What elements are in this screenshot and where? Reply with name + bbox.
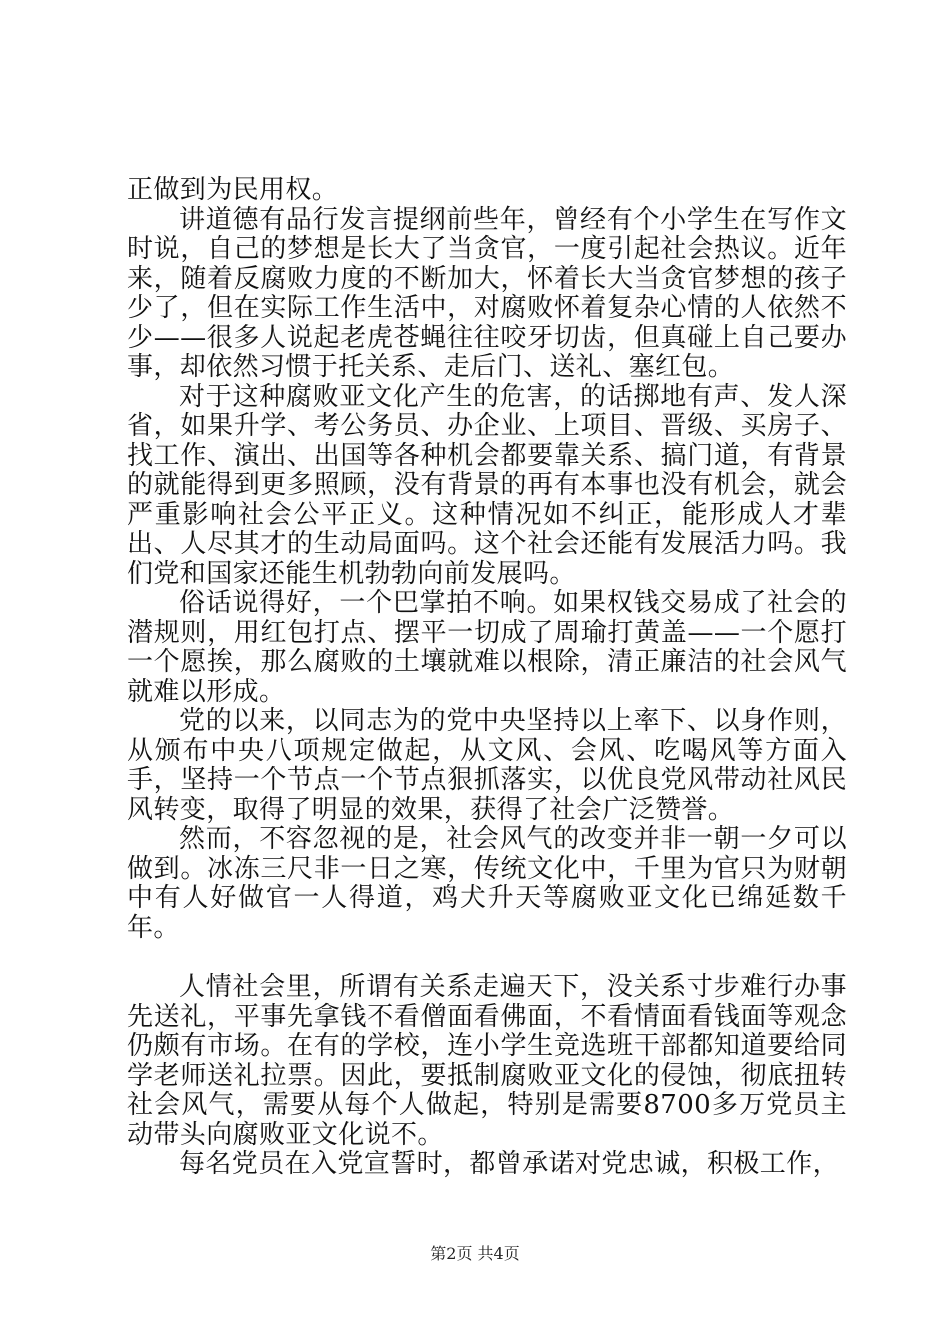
paragraph: 讲道德有品行发言提纲前些年，曾经有个小学生在写作文时说，自己的梦想是长大了当贪官，一度引起社会热议。近年来，随着反腐败力度的不断加大，怀着长大当贪官梦想的孩子少了，但在实际工作生活中，对腐败怀着复杂心情的人依然不少——很多人说起老虎苍蝇往往咬牙切齿，但真碰上自己要办事，却依然习惯于托关系、走后门、送礼、塞红包。	[127, 204, 847, 382]
paragraph: 俗话说得好，一个巴掌拍不响。如果权钱交易成了社会的潜规则，用红包打点、摆平一切成了周瑜打黄盖——一个愿打一个愿挨，那么腐败的土壤就难以根除，清正廉洁的社会风气就难以形成。	[127, 588, 847, 707]
paragraph: 对于这种腐败亚文化产生的危害，的话掷地有声、发人深省，如果升学、考公务员、办企业、上项目、晋级、买房子、找工作、演出、出国等各种机会都要靠关系、搞门道，有背景的就能得到更多照顾，没有背景的再有本事也没有机会，就会严重影响社会公平正义。这种情况如不纠正，能形成人才辈出、人尽其才的生动局面吗。这个社会还能有发展活力吗。我们党和国家还能生机勃勃向前发展吗。	[127, 381, 847, 589]
paragraph: 党的以来，以同志为的党中央坚持以上率下、以身作则，从颁布中央八项规定做起，从文风、会风、吃喝风等方面入手，坚持一个节点一个节点狠抓落实，以优良党风带动社风民风转变，取得了明显的效果，获得了社会广泛赞誉。	[127, 706, 847, 825]
paragraph: 然而，不容忽视的是，社会风气的改变并非一朝一夕可以做到。冰冻三尺非一日之寒，传统文化中，千里为官只为财朝中有人好做官一人得道，鸡犬升天等腐败亚文化已绵延数千年。	[127, 824, 847, 943]
paragraph: 每名党员在入党宣誓时，都曾承诺对党忠诚，积极工作，	[179, 1149, 840, 1179]
page-number-footer: 第2页 共4页	[430, 1244, 520, 1263]
paragraph: 人情社会里，所谓有关系走遍天下，没关系寸步难行办事先送礼，平事先拿钱不看僧面看佛面，不看情面看钱面等观念仍颇有市场。在有的学校，连小学生竞选班干部都知道要给同学老师送礼拉票。因此，要抵制腐败亚文化的侵蚀，彻底扭转社会风气，需要从每个人做起，特别是需要8700多万党员主动带头向腐败亚文化说不。	[127, 972, 847, 1150]
paragraph: 正做到为民用权。	[127, 175, 339, 205]
document-body	[127, 176, 847, 1180]
